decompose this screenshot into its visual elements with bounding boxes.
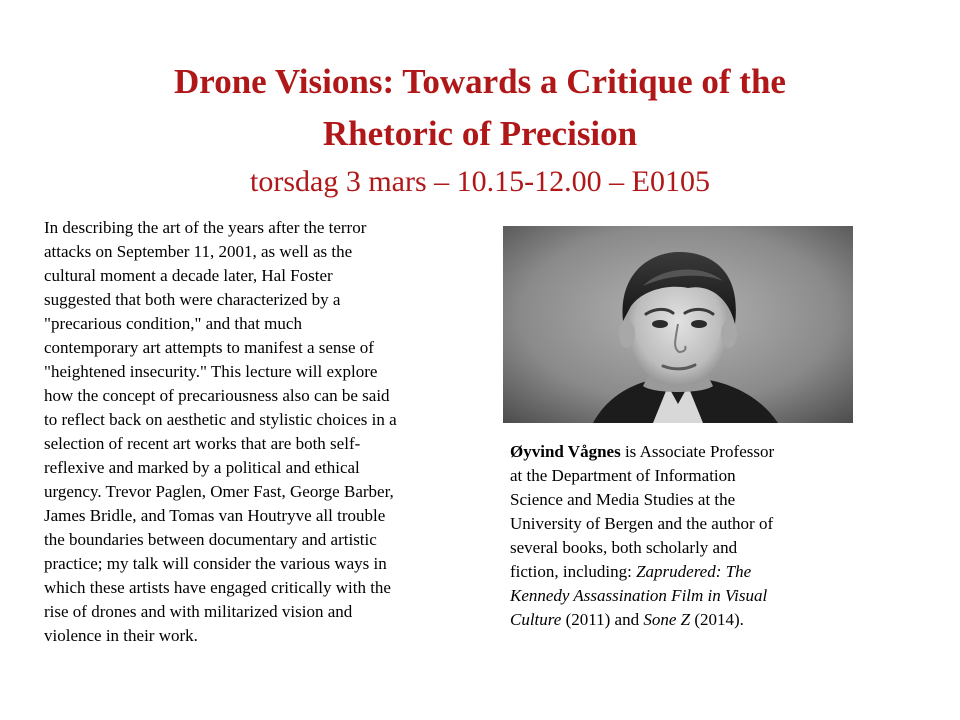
slide-title bbox=[60, 56, 900, 160]
bio-line bbox=[510, 560, 870, 584]
abstract-line: the boundaries between documentary and artistic bbox=[44, 530, 377, 549]
bio-text: fiction, including: bbox=[510, 562, 637, 581]
book-title: Kennedy Assassination Film in Visual bbox=[510, 586, 768, 605]
abstract-line: contemporary art attempts to manifest a sense of bbox=[44, 338, 374, 357]
abstract-line: urgency. Trevor Paglen, Omer Fast, George Barber, bbox=[44, 482, 394, 501]
book-title: Sone Z bbox=[643, 610, 691, 629]
abstract-line: attacks on September 11, 2001, as well as the bbox=[44, 242, 353, 261]
slide-title-line-1: Drone Visions: Towards a Critique of the bbox=[174, 62, 786, 101]
bio-text: (2011) and bbox=[561, 610, 644, 629]
bio-text: (2014). bbox=[690, 610, 744, 629]
speaker-portrait-photo bbox=[503, 226, 853, 423]
abstract-line: how the concept of precariousness also can be said bbox=[44, 386, 390, 405]
abstract-line: selection of recent art works that are both self- bbox=[44, 434, 361, 453]
slide-title-line-2: Rhetoric of Precision bbox=[322, 114, 638, 153]
abstract-line: "heightened insecurity." This lecture will explore bbox=[44, 362, 378, 381]
abstract-line: violence in their work. bbox=[44, 626, 198, 645]
abstract-line: rise of drones and with militarized vision and bbox=[44, 602, 353, 621]
abstract-line: James Bridle, and Tomas van Houtryve all trouble bbox=[44, 506, 386, 525]
abstract-line: to reflect back on aesthetic and stylistic choices in a bbox=[44, 410, 397, 429]
speaker-name: Øyvind Vågnes bbox=[510, 442, 621, 461]
event-date-time-room: torsdag 3 mars – 10.15-12.00 – E0105 bbox=[250, 165, 710, 198]
bio-line bbox=[510, 440, 870, 464]
bio-line bbox=[510, 608, 870, 632]
book-title: Zaprudered: The bbox=[636, 562, 752, 581]
abstract-line: which these artists have engaged critically with the bbox=[44, 578, 391, 597]
abstract-line: "precarious condition," and that much bbox=[44, 314, 302, 333]
lecture-abstract bbox=[44, 216, 484, 648]
abstract-line: cultural moment a decade later, Hal Foster bbox=[44, 266, 333, 285]
bio-line: at the Department of Information bbox=[510, 466, 736, 485]
bio-line: University of Bergen and the author of bbox=[510, 514, 774, 533]
bio-line: several books, both scholarly and bbox=[510, 538, 738, 557]
bio-line bbox=[510, 584, 870, 608]
abstract-line: In describing the art of the years after the terror bbox=[44, 218, 367, 237]
bio-line: Science and Media Studies at the bbox=[510, 490, 736, 509]
abstract-line: practice; my talk will consider the various ways in bbox=[44, 554, 387, 573]
abstract-line: suggested that both were characterized by a bbox=[44, 290, 341, 309]
bio-text: is Associate Professor bbox=[620, 442, 775, 461]
book-title: Culture bbox=[510, 610, 562, 629]
speaker-bio bbox=[510, 440, 870, 632]
abstract-line: reflexive and marked by a political and ethical bbox=[44, 458, 360, 477]
portrait-illustration bbox=[503, 226, 853, 423]
